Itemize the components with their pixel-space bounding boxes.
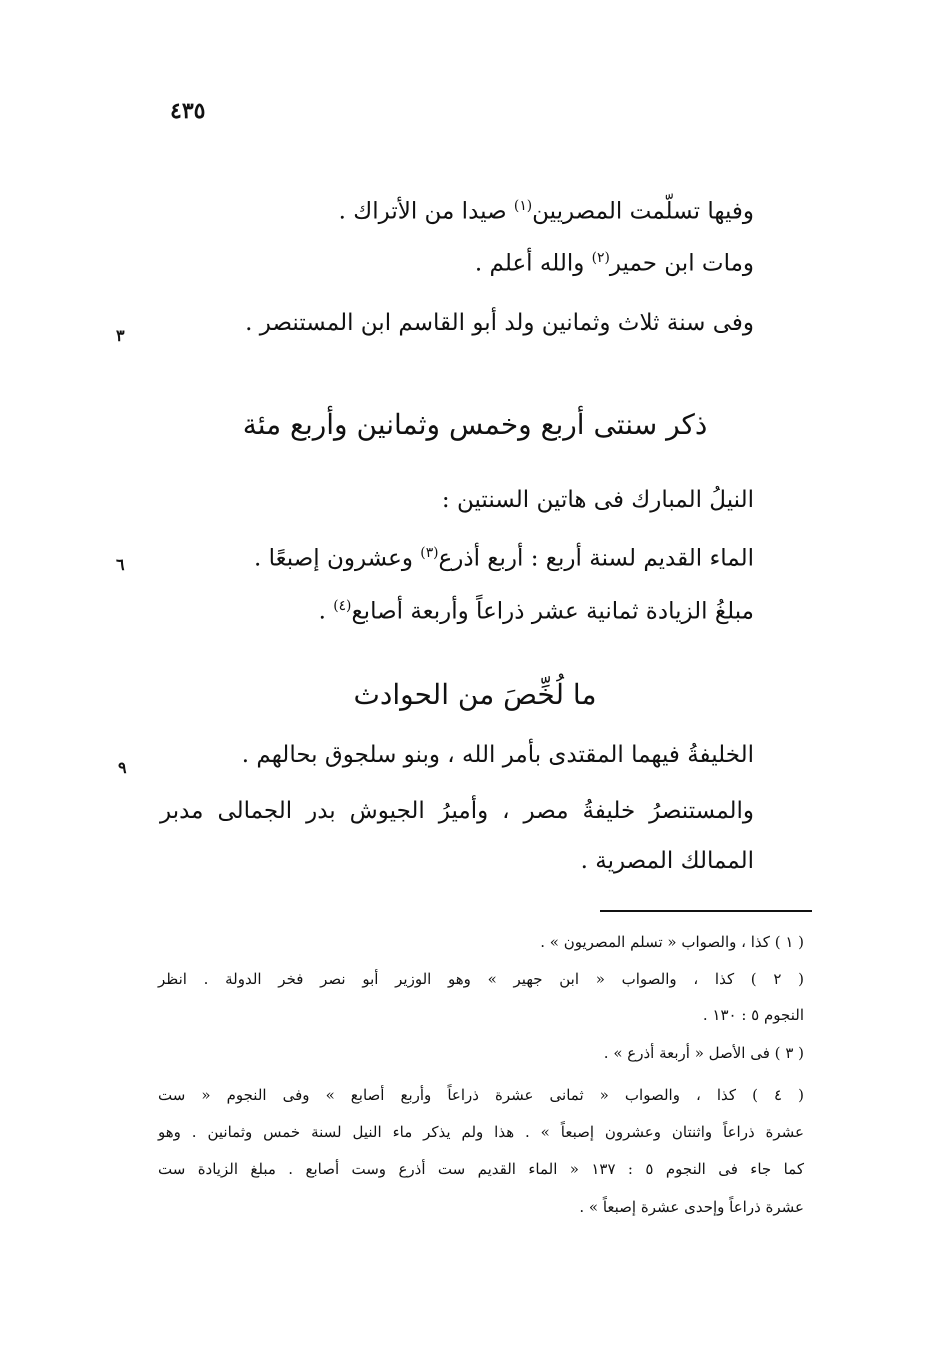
text-segment: الماء القديم لسنة أربع : أربع أذرع [438,545,754,572]
margin-line-number: ٣ [116,326,125,345]
footnote-4-line-4: عشرة ذراعاً وإحدى عشرة إصبعاً » . [579,1198,804,1216]
text-line-1 [339,198,754,225]
footnote-ref-3: (٣) [420,545,439,561]
footnote-3: ( ٣ ) فى الأصل « أربعة أذرع » . [603,1044,804,1062]
text-segment: وفيها تسلّمت المصريين [532,198,754,225]
footnote-4-line-3: كما جاء فى النجوم ٥ : ١٣٧ « الماء القديم ست أذرع وست أصابع . مبلغ الزيادة ست [158,1160,804,1178]
text-segment: . [318,598,334,625]
footnote-1: ( ١ ) كذا ، والصواب « تسلم المصريون » . [540,933,804,951]
text-segment: مبلغُ الزيادة ثمانية عشر ذراعاً وأربعة أصابع [351,598,754,625]
margin-line-number: ٩ [118,758,127,777]
margin-line-number: ٦ [116,555,125,574]
footnote-ref-4: (٤) [333,598,352,614]
text-line-nile-water [254,545,754,572]
footnote-separator [600,910,812,912]
footnote-4-line-1: ( ٤ ) كذا ، والصواب « ثمانى عشرة ذراعاً وأربع أصابع » وفى النجوم « ست [158,1086,804,1104]
footnote-2-line-1: ( ٢ ) كذا ، والصواب « ابن جهير » وهو الوزير أبو نصر فخر الدولة . انظر [158,970,805,988]
footnote-4-line-2: عشرة ذراعاً واثنتان وعشرون إصبعاً » . هذا ولم يذكر ماء النيل لسنة خمس وثمانين . وهو [158,1123,804,1141]
text-line-nile-increase [319,598,754,625]
text-line-events-3: الممالك المصرية . [580,848,754,874]
section-heading: ذكر سنتى أربع وخمس وثمانين وأربع مئة [242,408,708,441]
footnote-ref-2: (٢) [591,250,610,266]
text-line-events-1: الخليفةُ فيهما المقتدى بأمر الله ، وبنو سلجوق بحالهم . [241,742,754,768]
text-line-3: وفى سنة ثلاث وثمانين ولد أبو القاسم ابن المستنصر . [245,310,754,336]
footnote-ref-1: (١) [513,198,533,214]
text-line-2 [475,250,754,277]
text-segment: وعشرون إصبعًا . [254,545,421,572]
text-segment: صيدا من الأتراك . [338,198,514,225]
text-line-events-2: والمستنصرُ خليفةُ مصر ، وأميرُ الجيوش بدر الجمالى مدبر [160,798,754,824]
page-number: ٤٣٥ [170,98,206,124]
text-segment: ومات ابن حمير [609,250,754,277]
footnote-2-line-2: النجوم ٥ : ١٣٠ . [702,1006,804,1024]
text-segment: والله أعلم . [474,250,592,277]
text-line-nile-intro: النيلُ المبارك فى هاتين السنتين : [441,487,754,513]
section-heading: ما لُخِّصَ من الحوادث [353,678,597,711]
